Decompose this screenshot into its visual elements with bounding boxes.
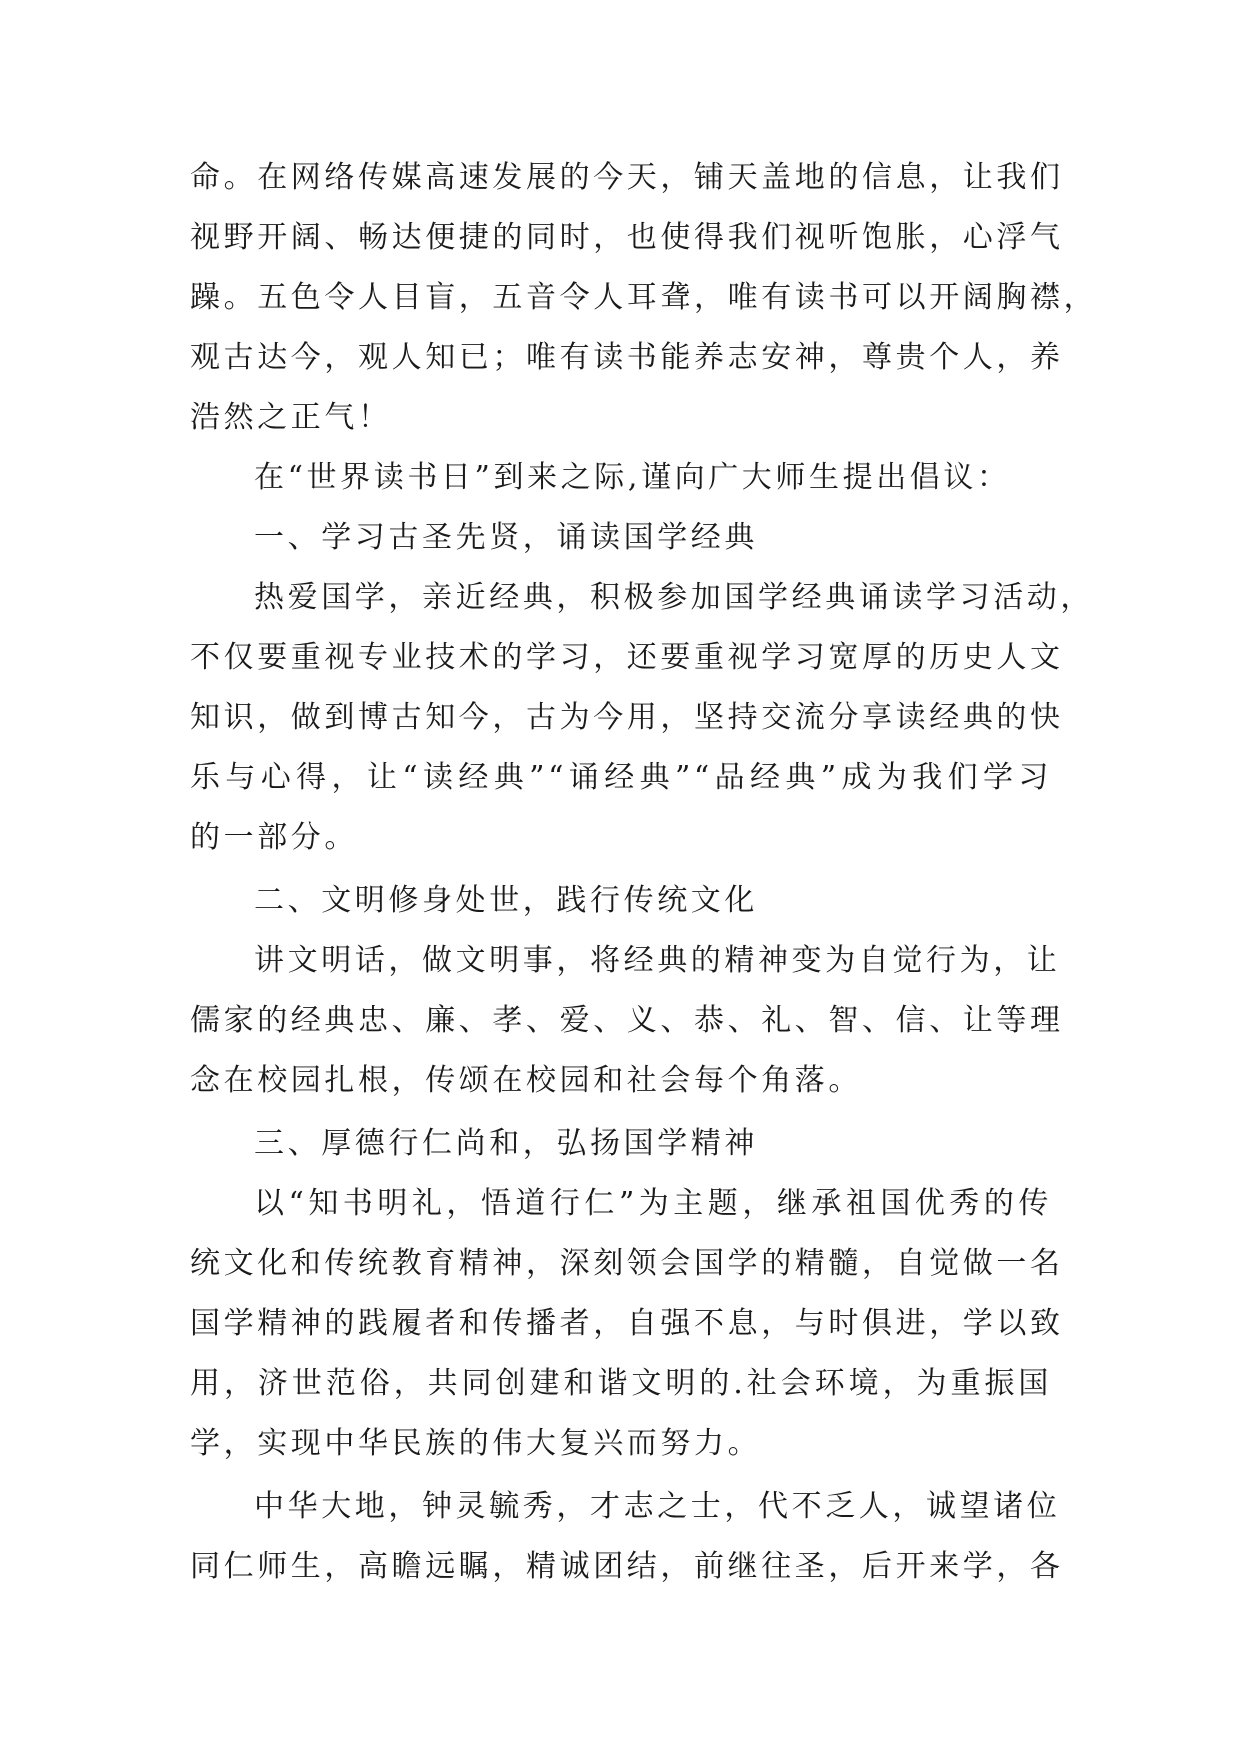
- text-line: 以“知书明礼，悟道行仁”为主题，继承祖国优秀的传: [254, 1186, 1052, 1221]
- text-line: 学，实现中华民族的伟大复兴而努力。: [190, 1426, 762, 1461]
- text-line: 不仅要重视专业技术的学习，还要重视学习宽厚的历史人文: [190, 640, 1064, 675]
- text-line: 命。在网络传媒高速发展的今天，铺天盖地的信息，让我们: [190, 160, 1064, 195]
- text-line: 视野开阔、畅达便捷的同时，也使得我们视听饱胀，心浮气: [190, 220, 1064, 255]
- text-line: 乐与心得，让“读经典”“诵经典”“品经典”成为我们学习: [190, 760, 1052, 795]
- text-line: 躁。五色令人目盲，五音令人耳聋，唯有读书可以开阔胸襟，: [190, 280, 1098, 315]
- text-line: 在“世界读书日”到来之际,谨向广大师生提出倡议：: [254, 460, 1011, 495]
- text-line: 观古达今，观人知已；唯有读书能养志安神，尊贵个人，养: [190, 340, 1064, 375]
- document-body: [190, 148, 1098, 1597]
- text-line: 中华大地，钟灵毓秀，才志之士，代不乏人，诚望诸位: [254, 1489, 1061, 1524]
- text-line: 的一部分。: [190, 820, 358, 855]
- text-line: 讲文明话，做文明事，将经典的精神变为自觉行为，让: [254, 943, 1061, 978]
- text-line: 念在校园扎根，传颂在校园和社会每个角落。: [190, 1063, 862, 1098]
- section-heading: 二、文明修身处世，践行传统文化: [254, 883, 758, 918]
- text-line: 同仁师生，高瞻远瞩，精诚团结，前继往圣，后开来学，各: [190, 1549, 1064, 1584]
- section-heading: 三、厚德行仁尚和，弘扬国学精神: [254, 1126, 758, 1161]
- text-line: 用，济世范俗，共同创建和谐文明的.社会环境，为重振国: [190, 1366, 1052, 1401]
- section-heading: 一、学习古圣先贤，诵读国学经典: [254, 520, 758, 555]
- text-line: 知识，做到博古知今，古为今用，坚持交流分享读经典的快: [190, 700, 1064, 735]
- text-line: 热爱国学，亲近经典，积极参加国学经典诵读学习活动，: [254, 580, 1094, 615]
- text-line: 国学精神的践履者和传播者，自强不息，与时俱进，学以致: [190, 1306, 1064, 1341]
- text-line: 儒家的经典忠、廉、孝、爱、义、恭、礼、智、信、让等理: [190, 1003, 1064, 1038]
- text-line: 统文化和传统教育精神，深刻领会国学的精髓，自觉做一名: [190, 1246, 1064, 1281]
- text-line: 浩然之正气！: [190, 400, 392, 435]
